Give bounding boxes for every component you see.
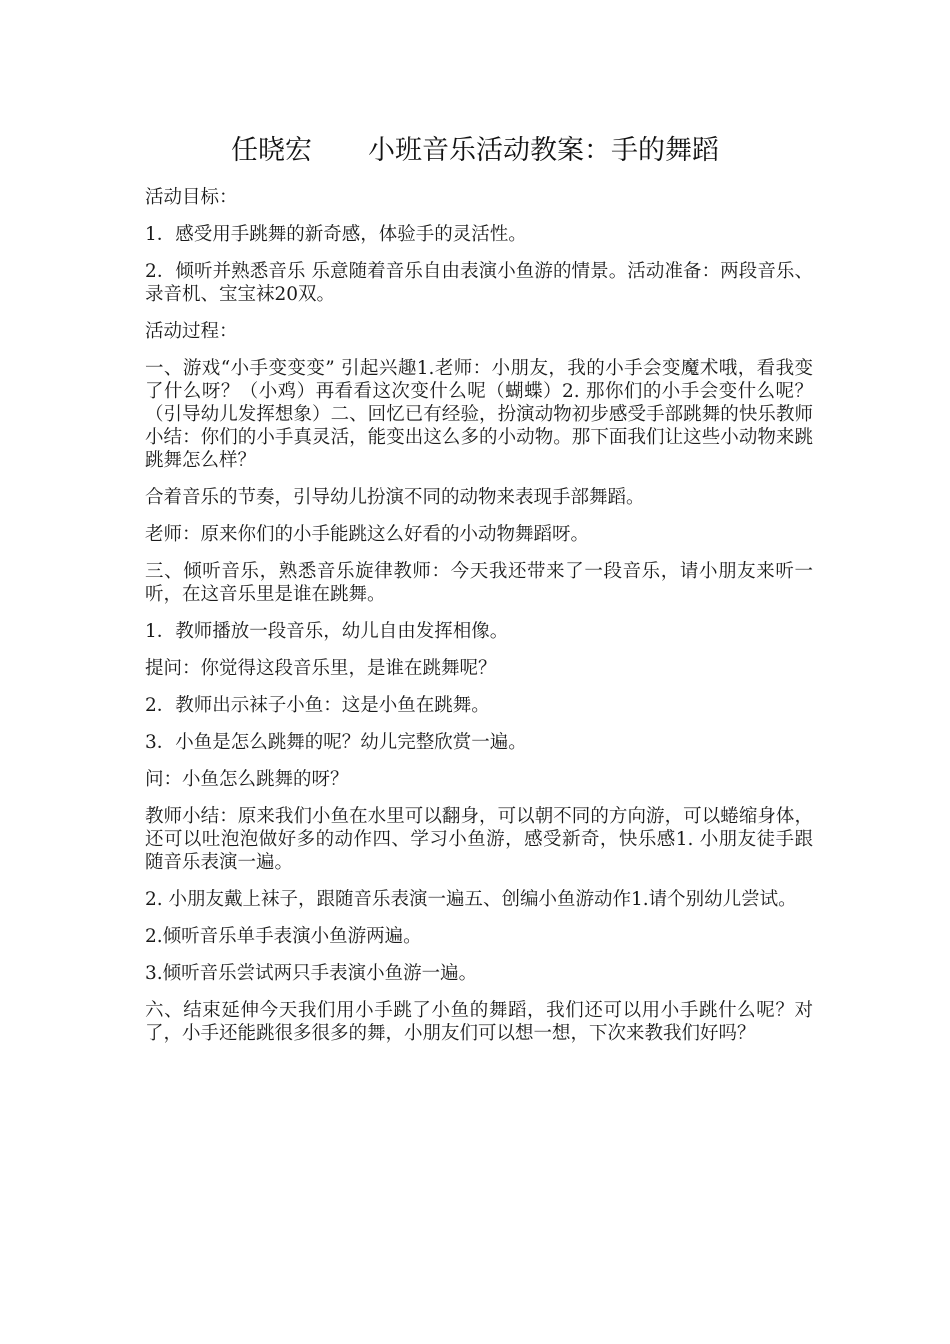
paragraph: 2．教师出示袜子小鱼：这是小鱼在跳舞。 (145, 695, 490, 716)
paragraph: 六、结束延伸今天我们用小手跳了小鱼的舞蹈，我们还可以用小手跳什么呢？对了，小手还能跳很多很多的舞，小朋友们可以想一想，下次来教我们好吗？ (145, 1000, 813, 1044)
document-title (0, 133, 950, 169)
document-body (145, 186, 813, 1059)
paragraph: 2.倾听音乐单手表演小鱼游两遍。 (145, 926, 422, 947)
paragraph: 问：小鱼怎么跳舞的呀？ (145, 769, 349, 790)
paragraph: 老师：原来你们的小手能跳这么好看的小动物舞蹈呀。 (145, 524, 590, 545)
paragraph: 活动过程： (145, 321, 238, 342)
paragraph: 提问：你觉得这段音乐里，是谁在跳舞呢？ (145, 658, 497, 679)
paragraph: 2．倾听并熟悉音乐 乐意随着音乐自由表演小鱼游的情景。活动准备：两段音乐、录音机、宝宝袜20双。 (145, 261, 813, 305)
paragraph: 一、游戏“小手变变变” 引起兴趣1.老师：小朋友，我的小手会变魔术哦，看我变了什么呀？（小鸡）再看看这次变什么呢（蝴蝶）2. 那你们的小手会变什么呢？（引导幼儿发挥想象）二、回忆已有经验，扮演动物初步感受手部跳舞的快乐教师小结：你们的小手真灵活，能变出这么多的小动物。那下面我们让这些小动物来跳跳舞怎么样？ (145, 358, 813, 471)
author-name: 任晓宏 (231, 135, 312, 166)
paragraph: 2. 小朋友戴上袜子，跟随音乐表演一遍五、创编小鱼游动作1.请个别幼儿尝试。 (145, 889, 797, 910)
paragraph: 活动目标： (145, 187, 238, 208)
title-text: 小班音乐活动教案：手的舞蹈 (368, 135, 719, 166)
paragraph: 合着音乐的节奏，引导幼儿扮演不同的动物来表现手部舞蹈。 (145, 487, 645, 508)
paragraph: 1．感受用手跳舞的新奇感，体验手的灵活性。 (145, 224, 527, 245)
paragraph: 3.倾听音乐尝试两只手表演小鱼游一遍。 (145, 963, 478, 984)
paragraph: 教师小结：原来我们小鱼在水里可以翻身，可以朝不同的方向游，可以蜷缩身体，还可以吐泡泡做好多的动作四、学习小鱼游，感受新奇，快乐感1. 小朋友徒手跟随音乐表演一遍。 (145, 806, 813, 873)
paragraph: 1．教师播放一段音乐，幼儿自由发挥相像。 (145, 621, 509, 642)
paragraph: 3．小鱼是怎么跳舞的呢？幼儿完整欣赏一遍。 (145, 732, 527, 753)
paragraph: 三、倾听音乐，熟悉音乐旋律教师：今天我还带来了一段音乐，请小朋友来听一听，在这音乐里是谁在跳舞。 (145, 561, 813, 605)
